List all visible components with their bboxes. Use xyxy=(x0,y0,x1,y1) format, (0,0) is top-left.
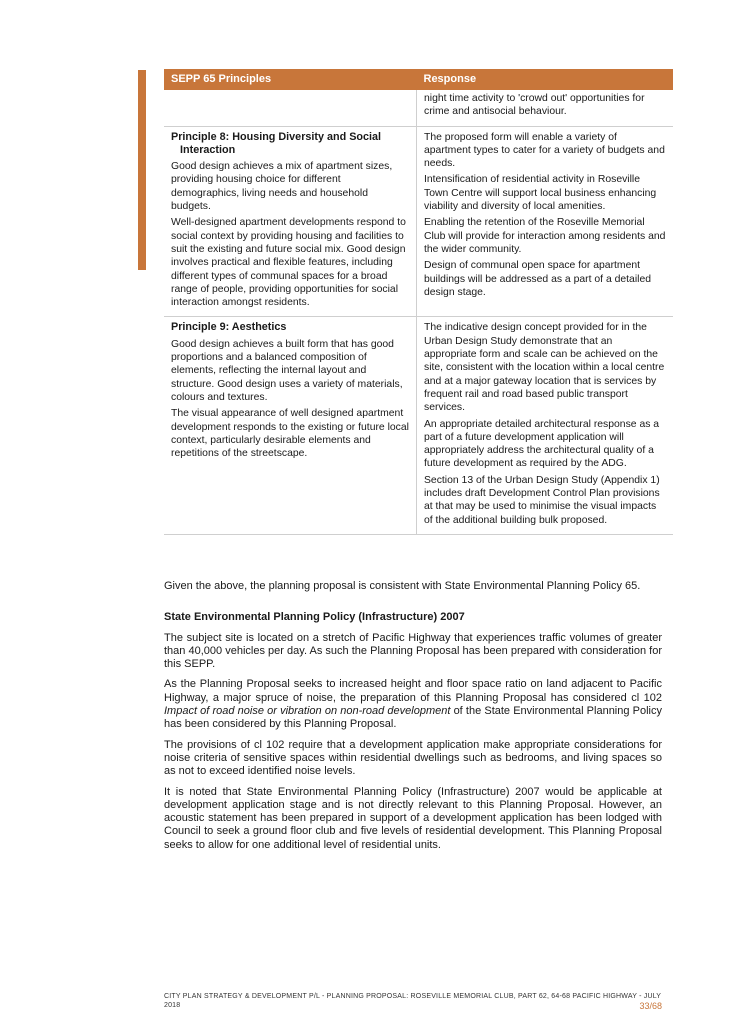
section-heading: State Environmental Planning Policy (Infrastructure) 2007 xyxy=(164,611,465,624)
principle-9-response: Section 13 of the Urban Design Study (Appendix 1) includes draft Development Control Plan provisions at that may be used to minimise the visual impacts of the additional building bulk proposed. xyxy=(424,474,660,526)
principle-9-title: Principle 9: Aesthetics xyxy=(171,321,287,334)
table-row-principle-8 xyxy=(164,126,673,317)
paragraph: The provisions of cl 102 require that a development application make appropriate considerations for noise criteria of sensitive spaces within residential dwellings such as bedrooms, and living spaces so as not to exceed identified noise levels. xyxy=(164,738,662,778)
principle-9-para: Good design achieves a built form that has good proportions and a balanced composition of elements, reflecting the internal layout and structure. Good design uses a variety of materials, colours and textures. xyxy=(171,338,403,403)
accent-side-bar xyxy=(138,70,146,270)
table-row-principle-9 xyxy=(164,317,673,534)
page-footer: CITY PLAN STRATEGY & DEVELOPMENT P/L - PLANNING PROPOSAL: ROSEVILLE MEMORIAL CLUB, PART 62, 64-68 PACIFIC HIGHWAY - JULY 2018 xyxy=(164,993,662,1009)
principle-8-para: Good design achieves a mix of apartment sizes, providing housing choice for different demographics, living needs and household budgets. xyxy=(171,161,393,213)
principle-9-response: An appropriate detailed architectural response as a part of a future development application will appropriately address the architectural quality of a future development as required by the ADG. xyxy=(424,418,660,470)
header-response: Response xyxy=(417,69,674,90)
principle-8-title: Principle 8: Housing Diversity and Social Interaction xyxy=(171,130,381,156)
table-header-row xyxy=(164,69,673,90)
page-number: 33/68 xyxy=(639,1001,662,1011)
principle-8-para: Well-designed apartment developments respond to social context by providing housing and facilities to suit the existing and future social mix. Good design involves practical and flexible features, including different types of communal spaces for a broad range of people, providing opportunities for social interaction amongst residents. xyxy=(171,217,406,309)
continued-response-text: night time activity to 'crowd out' opportunities for crime and antisocial behaviour. xyxy=(424,93,645,118)
paragraph: It is noted that State Environmental Planning Policy (Infrastructure) 2007 would be applicable at development application stage and is not directly relevant to this Planning Proposal. However, an acoustic statement has been prepared in support of a development application has been lodged with Council to seek a ground floor club and five levels of residential development. This Planning Proposal seeks to allow for one additional level of residential units. xyxy=(164,785,662,851)
principle-8-response: Design of communal open space for apartment buildings will be addressed as a part of a detailed design stage. xyxy=(424,260,652,298)
header-principles: SEPP 65 Principles xyxy=(164,69,417,90)
conclusion-paragraph: Given the above, the planning proposal is consistent with State Environmental Planning Policy 65. xyxy=(164,580,641,592)
body-text xyxy=(164,580,662,859)
principle-8-response: Intensification of residential activity in Roseville Town Centre will support local business enhancing viability and diversity of local amenities. xyxy=(424,174,657,213)
principle-8-response: The proposed form will enable a variety of apartment types to cater for a variety of budgets and needs. xyxy=(424,131,665,170)
paragraph: The subject site is located on a stretch of Pacific Highway that experiences traffic volumes of greater than 40,000 vehicles per day. As such the Planning Proposal has been prepared with consideration for this SEPP. xyxy=(164,631,662,671)
principle-9-response: The indicative design concept provided for in the Urban Design Study demonstrate that an appropriate form and scale can be achieved on the site, consistent with the location within a local centre and at a major gateway location that is services by frequent rail and road based public transport services. xyxy=(424,322,665,414)
principle-8-response: Enabling the retention of the Roseville Memorial Club will provide for interaction among residents and the wider community. xyxy=(424,217,666,255)
principle-9-para: The visual appearance of well designed apartment development responds to the existing or future local context, particularly desirable elements and repetitions of the streetscape. xyxy=(171,408,409,460)
table-row-continued xyxy=(164,90,673,126)
sepp65-principles-table xyxy=(164,69,673,535)
paragraph: As the Planning Proposal seeks to increased height and floor space ratio on land adjacent to Pacific Highway, a major spruce of noise, the preparation of this Planning Proposal has considered cl 102 Impact of road noise or vibration on non-road development of the State Environmental Planning Policy has been considered by this Planning Proposal. xyxy=(164,678,662,731)
